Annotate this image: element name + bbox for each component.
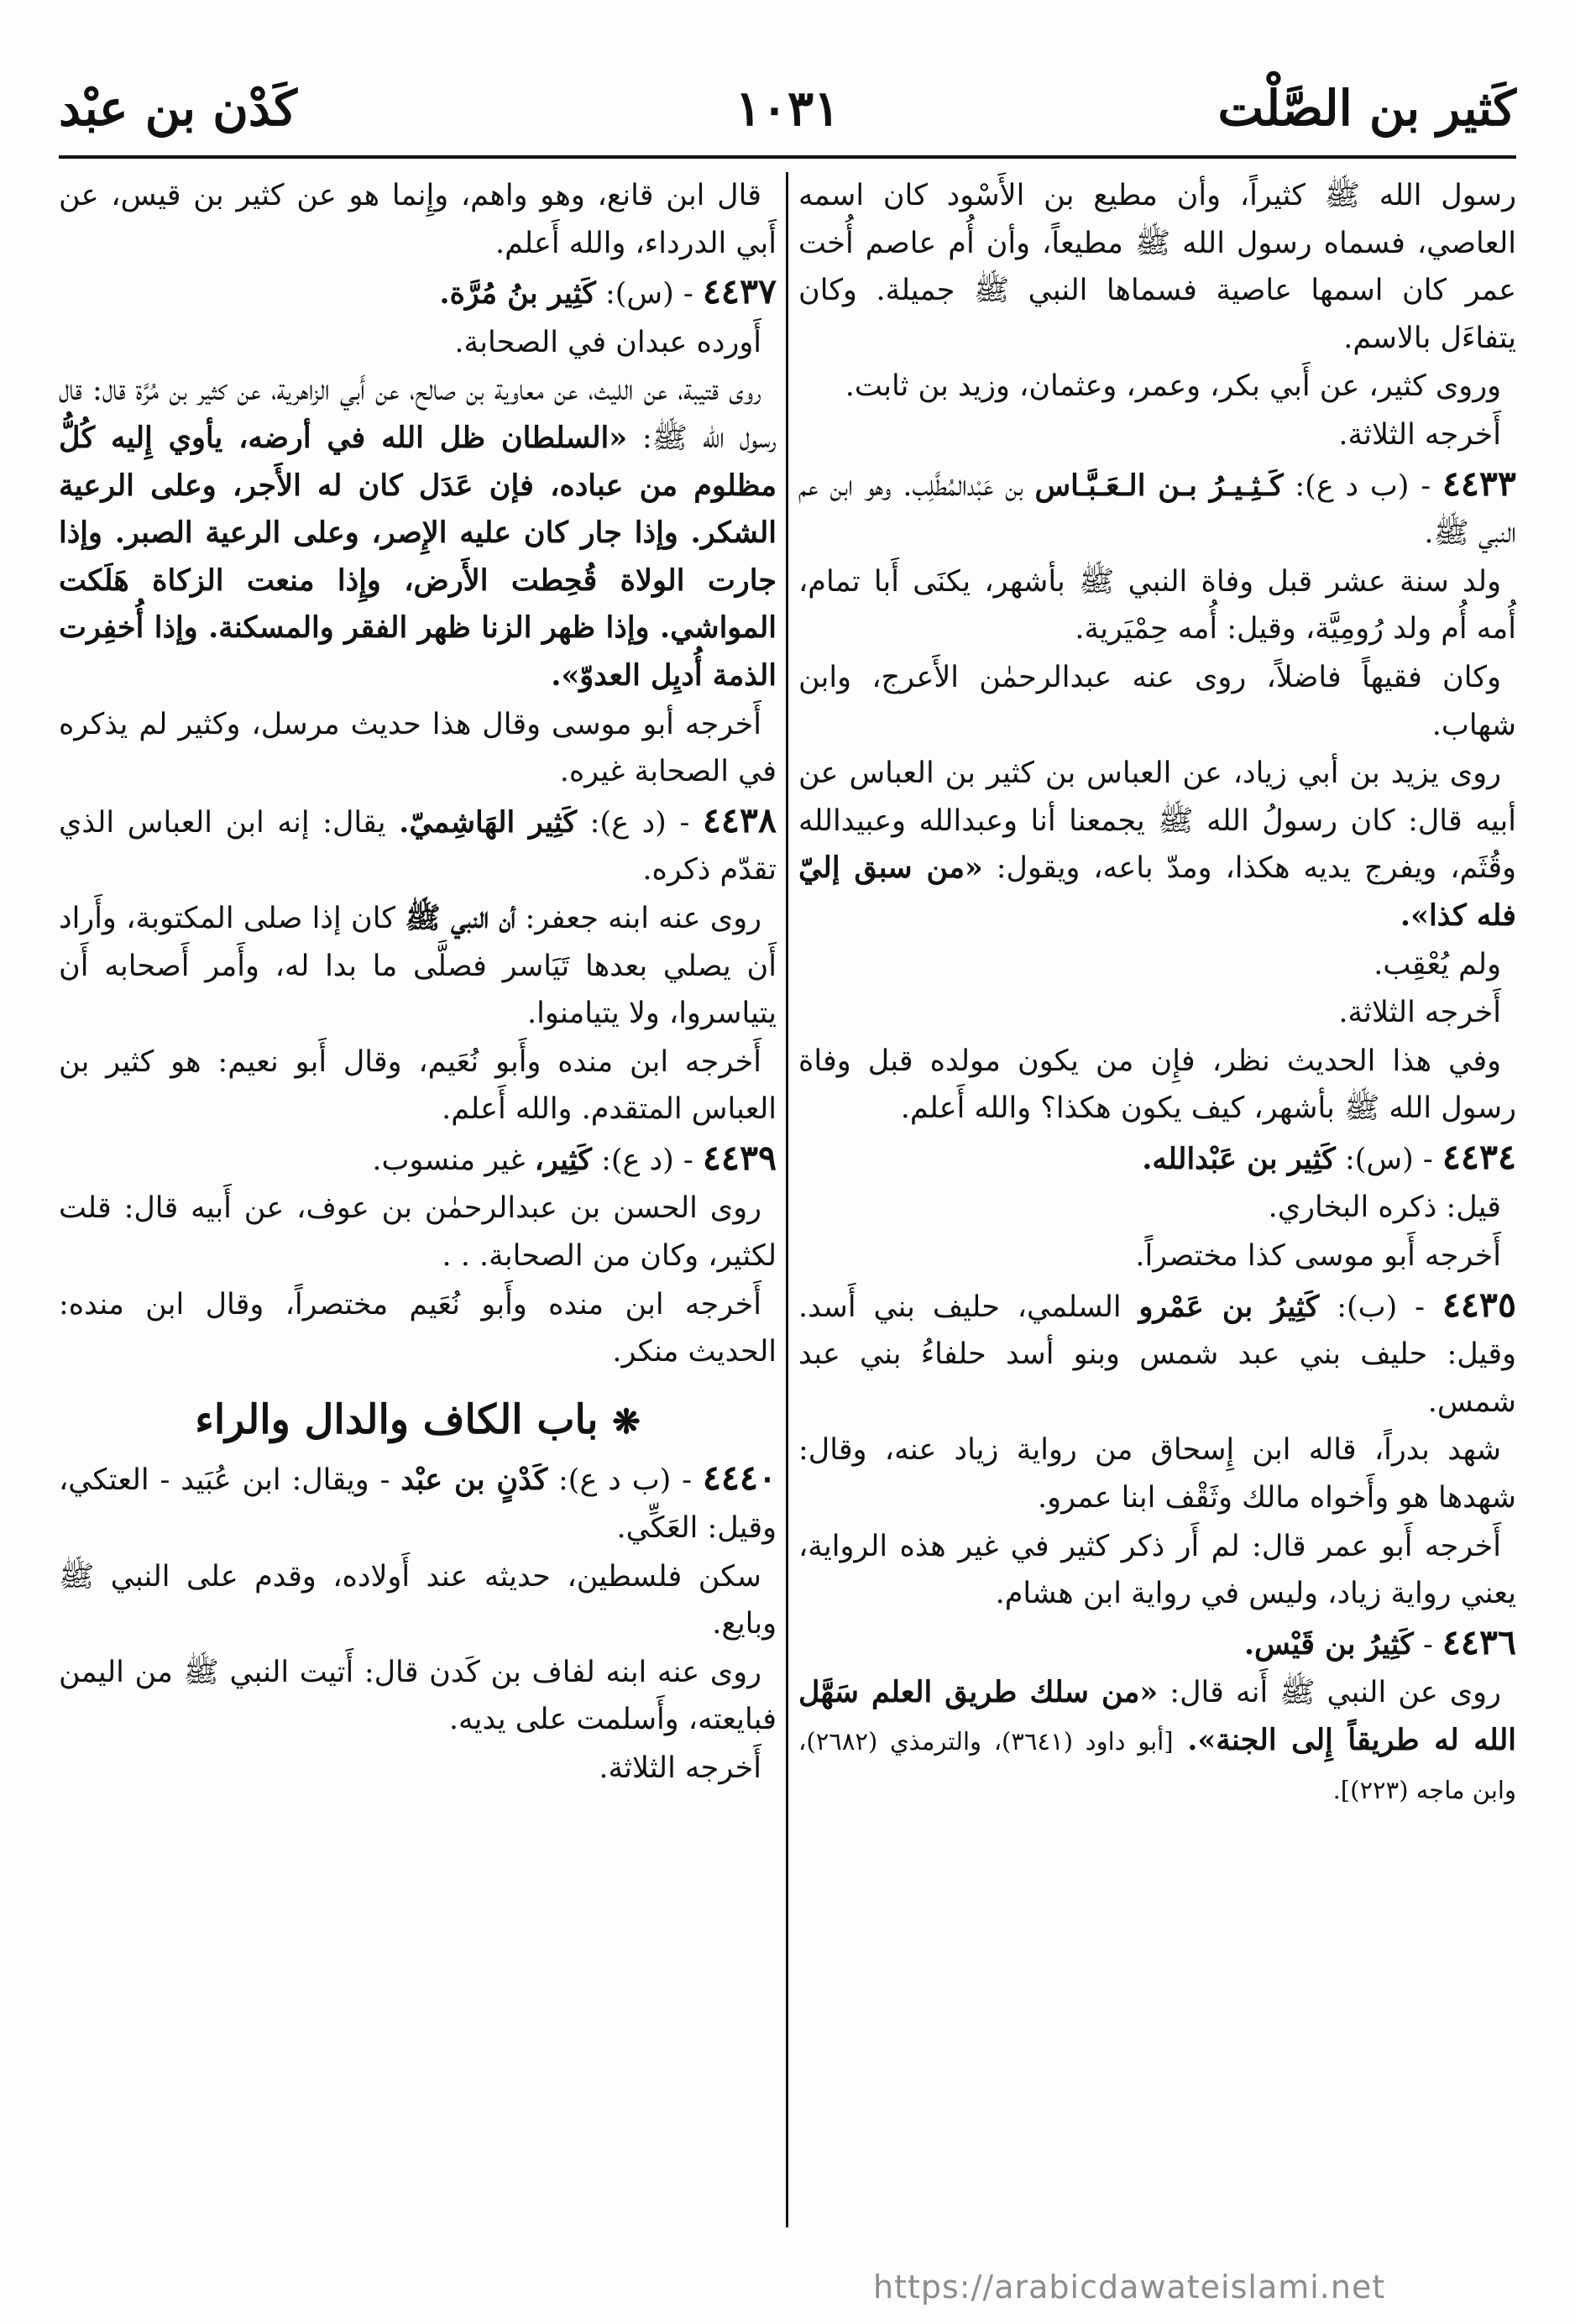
entry-number: ٤٤٣٨ [702, 799, 777, 840]
header-entry-name-last: كَدْن بن عبْد [59, 80, 297, 137]
entry-4439 [59, 1134, 777, 1185]
hadith-reference: [أبو داود (٣٦٤١)، والترمذي (٢٦٨٢)، وابن ماجه (٢٢٣)]. [798, 1727, 1516, 1804]
paragraph: أَخرجه أَبو موسى كذا مختصراً. [1135, 1239, 1501, 1274]
entry-number: ٤٤٣٩ [702, 1137, 777, 1178]
paragraph: قيل: ذكره البخاري. [1268, 1191, 1501, 1225]
entry-text: يقال: إنه ابن العباس الذي تقدّم ذكره. [59, 805, 777, 887]
paragraph: ولد سنة عشر قبل وفاة النبي ﷺ بأشهر، يكنَى أَبا تمام، أُمه أُم ولد رُومِيَّة، وقيل: أُمه حِمْيَرية. [798, 564, 1516, 646]
paragraph: أَخرجه ابن منده وأَبو نُعَيم مختصراً، وقال ابن منده: الحديث منكر. [59, 1287, 777, 1369]
paragraph [798, 1669, 1516, 1814]
left-column [59, 172, 777, 1793]
header-rule [59, 155, 1516, 159]
entry-4440 [59, 1454, 777, 1552]
page-number: ١٠٣١ [735, 80, 840, 137]
entry-name: كَثِير الهَاشِميّ. [399, 804, 578, 840]
hadith-quote: أن النبي ﷺ [405, 900, 516, 935]
entry-name: كَـثِـيـرُ بـن الـعَـبَّـاس [1034, 468, 1284, 503]
entry-name: كَثِيرُ بن عَمْرو [1138, 1289, 1320, 1324]
paragraph-text: كان إذا صلى المكتوبة، وأَراد أَن يصلي بعدها تَيَاسر فصلَّى ما بدا له، وأَمر أَصحابه أَن يتياسروا، ولا يتيامنوا. [59, 901, 777, 1031]
entry-source-tag: - (د ع): [601, 1143, 693, 1177]
hadith-quote: «السلطان ظل الله في أرضه، يأوي إِليه كُلُّ مظلوم من عباده، فإن عَدَل كان له الأَجر، وعلى الرعية الشكر. وإذا جار كان عليه الإِصر، وعلى الرعية الصبر. وإذا جارت الولاة قُحِطت الأَرض، وإِذا منعت الزكاة هَلَكت المواشي. وإذا ظهر الزنا ظهر الفقر والمسكنة. وإذا أُخفِرت الذمة أُديِل العدوّ». [59, 420, 777, 693]
watermark-url: https://arabicdawateislami.net [873, 2269, 1386, 2306]
entry-4437 [59, 268, 777, 318]
entry-name: كَثِيرُ بن قَيْس. [1243, 1626, 1414, 1662]
paragraph [59, 895, 777, 1038]
paragraph: رسول الله ﷺ كثيراً، وأن مطيع بن الأَسْود كان اسمه العاصي، فسماه رسول الله ﷺ مطيعاً، وأن أُم عاصم أُخت عمر كان اسمها عاصية فسماها النبي ﷺ جميلة. وكان يتفاءَل بالاسم. [798, 179, 1516, 355]
header-entry-name: كَثير بن الصَّلْت [1217, 80, 1516, 137]
paragraph-text: روى عنه ابنه جعفر: [525, 901, 762, 935]
entry-source-tag: - (ب د ع): [1295, 468, 1431, 503]
entry-number: ٤٤٣٧ [702, 271, 777, 312]
entry-name: كَدْنٍ بن عبْد [400, 1463, 548, 1498]
entry-number: ٤٤٣٤ [1442, 1136, 1516, 1177]
paragraph: أَخرجه ابن منده وأَبو نُعَيم، وقال أَبو نعيم: هو كثير بن العباس المتقدم. والله أَعلم. [59, 1044, 777, 1127]
paragraph: أَخرجه أَبو عمر قال: لم أَر ذكر كثير في غير هذه الرواية، يعني رواية زياد، وليس في رواية ابن هشام. [798, 1529, 1516, 1611]
running-header [59, 80, 1516, 147]
column-divider [786, 172, 788, 2227]
paragraph: أَخرجه أبو موسى وقال هذا حديث مرسل، وكثير لم يذكره في الصحابة غيره. [59, 707, 777, 789]
entry-name: كَثِير بن عَبْدالله. [1142, 1141, 1336, 1176]
entry-4435 [798, 1281, 1516, 1426]
entry-text: - ويقال: ابن عُبَيد - العتكي، وقيل: العَكِّي. [59, 1463, 777, 1546]
paragraph: أَخرجه الثلاثة. [1338, 996, 1501, 1030]
hadith-quote: «من سلك طريق العلم سَهَّل الله له طريقاً إِلى الجنة». [798, 1675, 1516, 1757]
entry-4434 [798, 1133, 1516, 1184]
entry-source-tag: - (د ع): [589, 805, 690, 840]
paragraph-text: روى يزيد بن أبي زياد، عن العباس بن كثير بن العباس عن أبيه قال: كان رسولُ الله ﷺ يجمعنا أنا وعبدالله وعبيدالله وقُثَم، ويفرج يديه هكذا، ومدّ باعه، ويقول: [798, 756, 1516, 886]
entry-text: غير منسوب. [372, 1143, 526, 1177]
paragraph: ولم يُعْقِب. [1374, 947, 1501, 981]
entry-number: ٤٤٤٠ [702, 1458, 777, 1499]
entry-number: ٤٤٣٥ [1442, 1284, 1516, 1325]
right-column [798, 172, 1516, 1814]
paragraph: روى عنه ابنه لفاف بن كَدن قال: أَتيت النبي ﷺ من اليمن فبايعته، وأَسلمت على يديه. [59, 1655, 777, 1737]
entry-name: كَثِير بنُ مُرَّة. [439, 276, 596, 311]
chapter-title: باب الكاف والدال والراء [195, 1395, 599, 1443]
paragraph: أَخرجه الثلاثة. [599, 1751, 761, 1785]
paragraph [798, 750, 1516, 940]
paragraph: شهد بدراً، قاله ابن إِسحاق من رواية زياد عنه، وقال: شهدها هو وأَخواه مالك وثَقْف ابنا عمرو. [798, 1433, 1516, 1515]
entry-4436 [798, 1619, 1516, 1669]
paragraph-text: روى قتيبة، عن الليث، عن معاوية بن صالح، عن أَبي الزاهرية، عن كثير بن مُرَّة قال: قال رسول الله ﷺ: [59, 374, 777, 455]
entry-text: السلمي، حليف بني أَسد. وقيل: حليف بني عبد شمس وبنو أسد حلفاءُ بني عبد شمس. [798, 1290, 1516, 1419]
paragraph: وروى كثير، عن أَبي بكر، وعمر، وعثمان، وزيد بن ثابت. [845, 369, 1501, 404]
entry-source-tag: - (س): [1344, 1142, 1433, 1176]
entry-name: كَثِير، [534, 1142, 592, 1177]
paragraph-text: روى عن النبي ﷺ أَنه قال: [1169, 1676, 1501, 1710]
entry-text: بن عَبْدالمُطَّلِب. وهو ابن عم النبي ﷺ. [798, 468, 1516, 551]
paragraph: أَورده عبدان في الصحابة. [454, 325, 761, 359]
paragraph [59, 367, 777, 699]
entry-number: ٤٤٣٣ [1442, 463, 1516, 504]
entry-number: ٤٤٣٦ [1442, 1621, 1516, 1662]
entry-source-tag: - (ب د ع): [558, 1463, 692, 1498]
entry-source-tag: - [1422, 1627, 1433, 1662]
paragraph: أَخرجه الثلاثة. [1338, 417, 1501, 452]
paragraph: قال ابن قانع، وهو واهم، وإِنما هو عن كثير بن قيس، عن أَبي الدرداء، والله أَعلم. [59, 179, 777, 260]
star-ornament-icon: ❋ [612, 1401, 641, 1442]
paragraph: سكن فلسطين، حديثه عند أَولاده، وقدم على النبي ﷺ وبايع. [59, 1559, 777, 1641]
entry-source-tag: - (س): [604, 277, 693, 311]
chapter-heading [59, 1396, 777, 1447]
hadith-quote: «من سبق إليّ فله كذا». [798, 851, 1516, 933]
entry-4433 [798, 460, 1516, 557]
paragraph: وكان فقيهاً فاضلاً، روى عنه عبدالرحمٰن الأَعرج، وابن شهاب. [798, 660, 1516, 742]
paragraph: وفي هذا الحديث نظر، فإِن من يكون مولده قبل وفاة رسول الله ﷺ بأشهر، كيف يكون هكذا؟ والله أَعلم. [798, 1044, 1516, 1126]
entry-source-tag: - (ب): [1337, 1290, 1425, 1324]
entry-4438 [59, 797, 777, 894]
paragraph: روى الحسن بن عبدالرحمٰن بن عوف، عن أَبيه قال: قلت لكثير، وكان من الصحابة. . . [59, 1191, 777, 1274]
